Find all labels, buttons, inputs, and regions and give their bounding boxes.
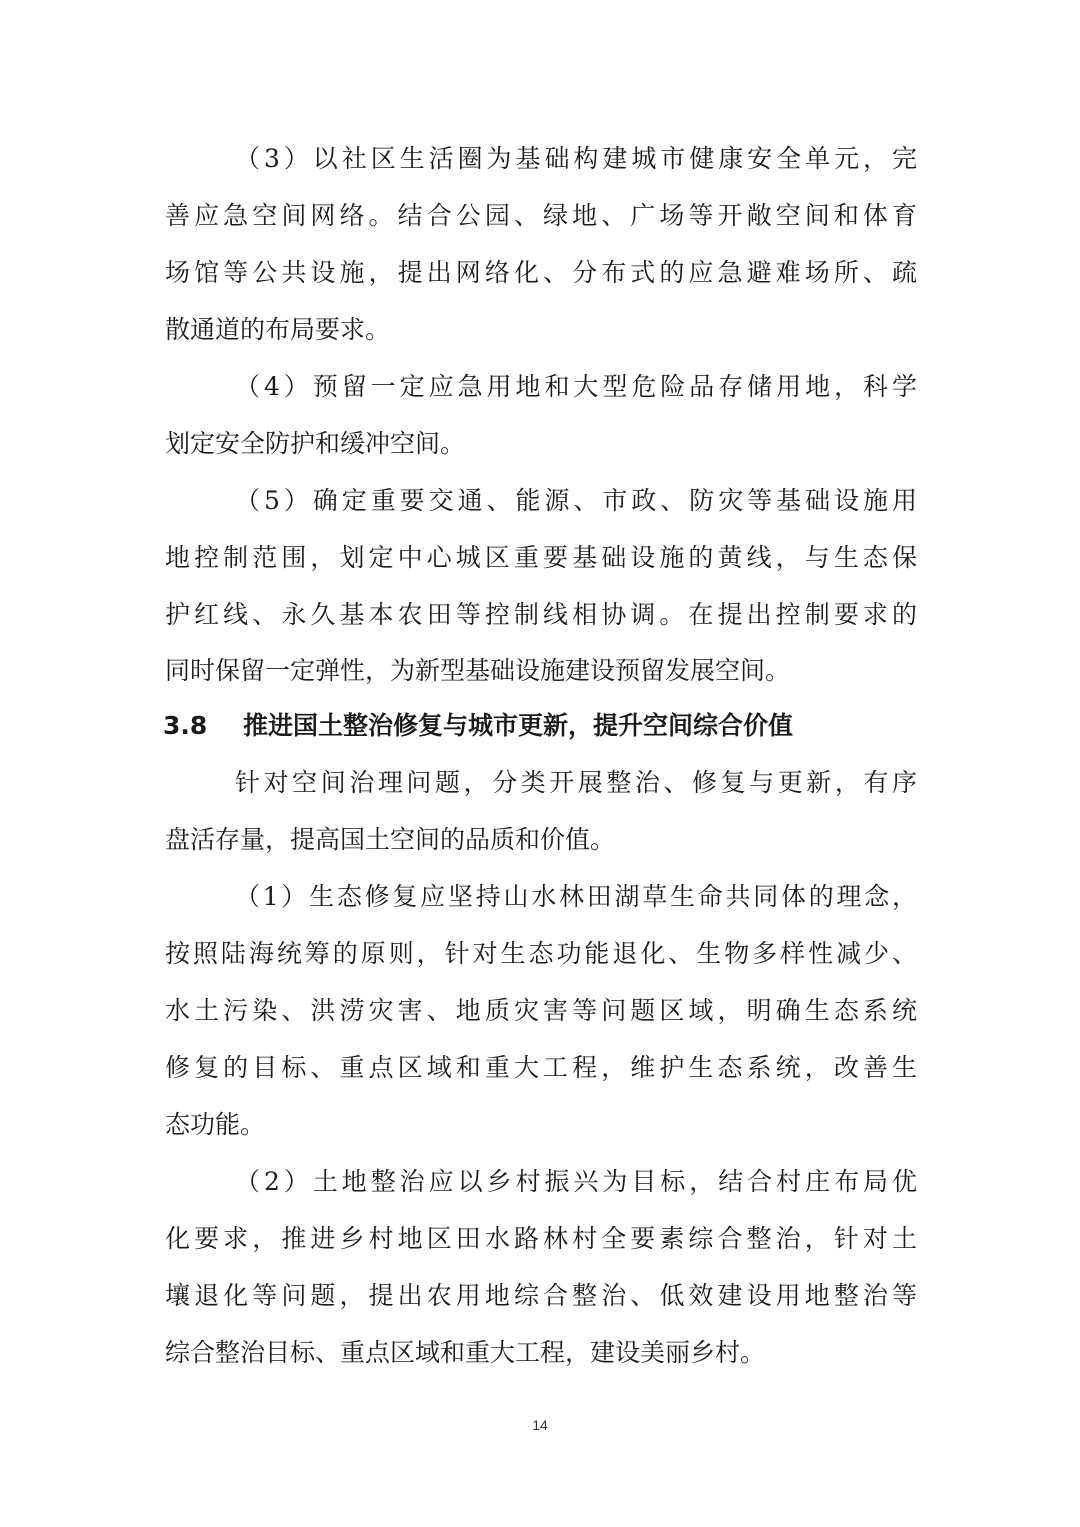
paragraph-line: （3）以社区生活圈为基础构建城市健康安全单元，完 xyxy=(235,144,917,173)
section-number: 3.8 xyxy=(163,711,208,740)
paragraph-line: 修复的目标、重点区域和重大工程，维护生态系统，改善生 xyxy=(165,1053,917,1082)
paragraph-line: 水土污染、洪涝灾害、地质灾害等问题区域，明确生态系统 xyxy=(165,996,917,1025)
paragraph-line: （5）确定重要交通、能源、市政、防灾等基础设施用 xyxy=(235,486,917,515)
page-number: 14 xyxy=(532,1417,548,1433)
paragraph-line: 散通道的布局要求。 xyxy=(165,315,391,344)
paragraph-line: 场馆等公共设施，提出网络化、分布式的应急避难场所、疏 xyxy=(165,258,917,287)
paragraph-line: （2）土地整治应以乡村振兴为目标，结合村庄布局优 xyxy=(235,1167,917,1196)
paragraph-line: 综合整治目标、重点区域和重大工程，建设美丽乡村。 xyxy=(165,1338,766,1367)
paragraph-line: 盘活存量，提高国土空间的品质和价值。 xyxy=(165,825,616,854)
paragraph-line: 化要求，推进乡村地区田水路林村全要素综合整治，针对土 xyxy=(165,1224,917,1253)
paragraph-line: 态功能。 xyxy=(165,1110,266,1139)
paragraph-line: 针对空间治理问题，分类开展整治、修复与更新，有序 xyxy=(235,768,917,797)
section-heading xyxy=(163,706,917,746)
paragraph-line: 壤退化等问题，提出农用地综合整治、低效建设用地整治等 xyxy=(165,1281,917,1310)
paragraph-line: （1）生态修复应坚持山水林田湖草生命共同体的理念， xyxy=(235,882,917,911)
paragraph-line: 划定安全防护和缓冲空间。 xyxy=(165,429,466,458)
paragraph-line: 按照陆海统筹的原则，针对生态功能退化、生物多样性减少、 xyxy=(165,939,917,968)
paragraph-line: 同时保留一定弹性，为新型基础设施建设预留发展空间。 xyxy=(165,656,791,685)
paragraph-line: 护红线、永久基本农田等控制线相协调。在提出控制要求的 xyxy=(165,600,917,629)
paragraph-line: 善应急空间网络。结合公园、绿地、广场等开敞空间和体育 xyxy=(165,201,917,230)
section-title: 推进国土整治修复与城市更新，提升空间综合价值 xyxy=(243,711,794,740)
paragraph-line: 地控制范围，划定中心城区重要基础设施的黄线，与生态保 xyxy=(165,543,917,572)
paragraph-line: （4）预留一定应急用地和大型危险品存储用地，科学 xyxy=(235,372,917,401)
